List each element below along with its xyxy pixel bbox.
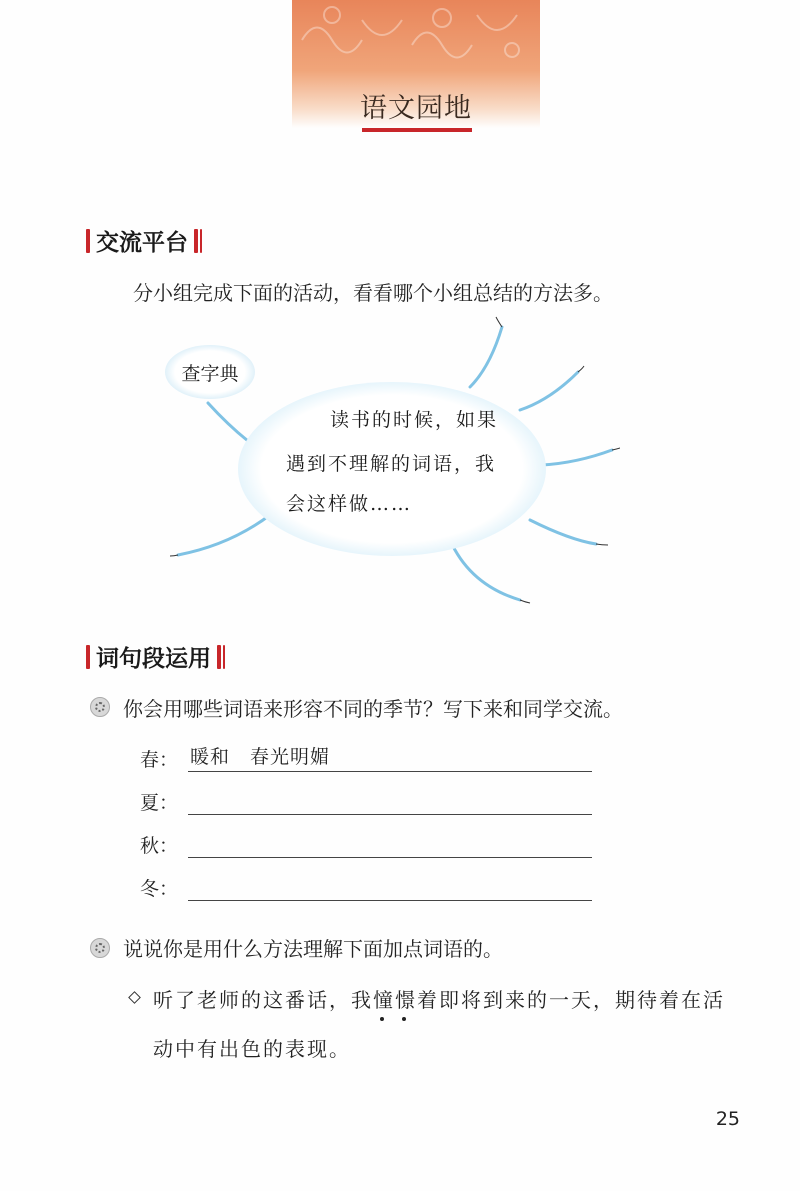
section1-instruction: 分小组完成下面的活动，看看哪个小组总结的方法多。 [133, 281, 613, 305]
sentence-line-2: 动中有出色的表现。 [153, 1037, 351, 1061]
page-number: 25 [715, 1108, 740, 1130]
item2-prompt: 说说你是用什么方法理解下面加点词语的。 [123, 937, 503, 961]
page-title: 语文园地 [360, 93, 472, 124]
section-heading-exchange [86, 224, 202, 257]
header-banner [292, 0, 540, 128]
center-node-line-3: 会这样做…… [286, 493, 413, 515]
answer-line [188, 771, 592, 772]
season-label: 秋： [140, 835, 179, 857]
season-label: 冬： [140, 878, 179, 900]
season-row-summer [140, 785, 592, 819]
exercise-bullet-icon [90, 938, 110, 958]
title-underline [362, 128, 472, 132]
section2-heading-text: 词句段运用 [96, 646, 211, 672]
item1-prompt: 你会用哪些词语来形容不同的季节？写下来和同学交流。 [123, 697, 623, 721]
heading-left-bar [86, 229, 90, 253]
answer-line [188, 814, 592, 815]
section1-heading-text: 交流平台 [96, 230, 188, 256]
season-row-autumn [140, 828, 592, 862]
answer-line [188, 900, 592, 901]
season-row-spring [140, 742, 592, 776]
season-label: 夏： [140, 792, 179, 814]
mindmap-small-node [165, 345, 255, 399]
heading-right-bar [194, 229, 202, 253]
center-node-line-1: 读书的时候，如果 [330, 409, 499, 431]
sentence-after: 着即将到来的一天，期待着在活 [417, 988, 725, 1012]
diamond-bullet-icon [128, 991, 141, 1004]
season-label: 春： [140, 749, 179, 771]
sentence-before: 听了老师的这番话，我 [153, 988, 373, 1012]
dotted-char: 憧 [373, 988, 395, 1012]
dotted-char: 憬 [395, 988, 417, 1012]
banner-pattern [292, 0, 540, 70]
heading-right-bar [217, 645, 225, 669]
answer-line [188, 857, 592, 858]
exercise-bullet-icon [90, 697, 110, 717]
season-row-winter [140, 871, 592, 905]
heading-left-bar [86, 645, 90, 669]
section-heading-usage [86, 640, 225, 673]
small-node-label: 查字典 [181, 362, 239, 385]
season-answer: 暖和 春光明媚 [190, 746, 331, 768]
center-node-line-2: 遇到不理解的词语，我 [286, 453, 497, 475]
sentence-line-1 [153, 984, 725, 1013]
